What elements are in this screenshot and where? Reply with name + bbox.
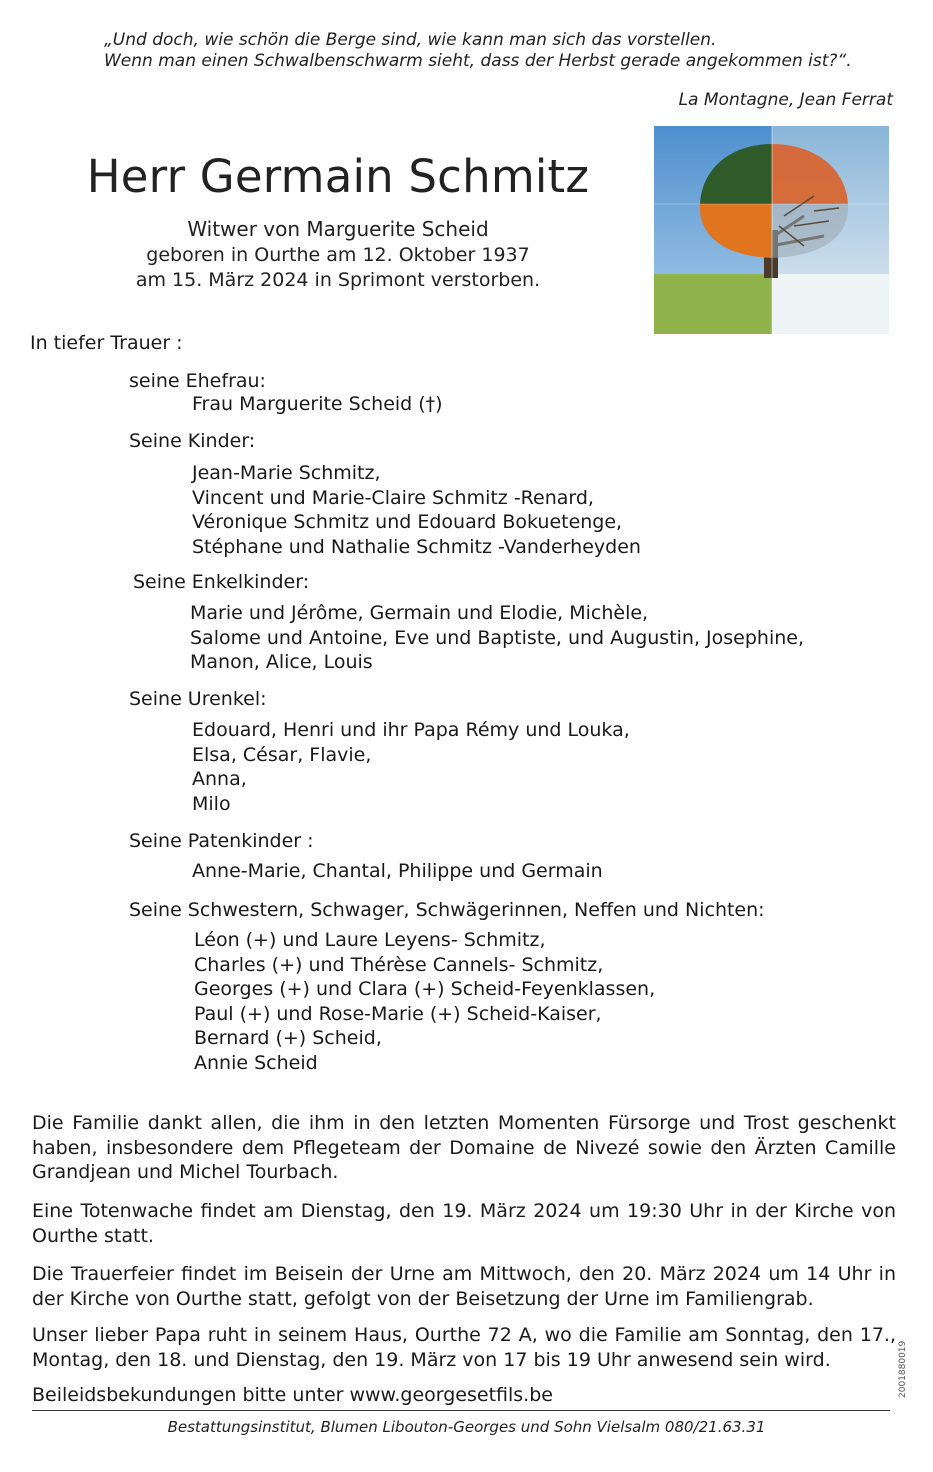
great-grandchildren-list <box>192 718 630 816</box>
spouse-list <box>192 392 443 417</box>
child-name: Vincent und Marie-Claire Schmitz -Renard, <box>192 486 594 509</box>
spouse-name: Frau Marguerite Scheid (†) <box>192 393 443 415</box>
child-name: Stéphane und Nathalie Schmitz -Vanderheyden <box>192 535 641 558</box>
funeral-paragraph: Die Trauerfeier findet im Beisein der Urne am Mittwoch, den 20. März 2024 um 14 Uhr in der Kirche von Ourthe statt, gefolgt von der Beisetzung der Urne im Familiengrab. <box>32 1263 896 1310</box>
mourning-intro: In tiefer Trauer : <box>30 332 183 354</box>
quote-line-1: „Und doch, wie schön die Berge sind, wie kann man sich das vorstellen. <box>104 30 717 50</box>
grandchildren-list <box>190 601 804 675</box>
sibling-name: Annie Scheid <box>194 1051 318 1074</box>
children-list <box>192 461 641 559</box>
deceased-header <box>30 150 646 203</box>
undertaker-line: Bestattungsinstitut, Blumen Libouton-Georges und Sohn Vielsalm 080/21.63.31 <box>167 1418 766 1436</box>
death-line: am 15. März 2024 in Sprimont verstorben. <box>135 269 541 291</box>
siblings-heading: Seine Schwestern, Schwager, Schwägerinnen, Neffen und Nichten: <box>129 899 765 921</box>
footer-divider <box>32 1410 890 1411</box>
grandchild-names: Manon, Alice, Louis <box>190 651 373 673</box>
grandchildren-heading: Seine Enkelkinder: <box>133 571 310 593</box>
vigil-paragraph: Eine Totenwache findet am Dienstag, den 19. März 2024 um 19:30 Uhr in der Kirche von Ourthe statt. <box>32 1200 896 1247</box>
quote-line-2: Wenn man einen Schwalbenschwarm sieht, dass der Herbst gerade angekommen ist?“. <box>104 51 852 71</box>
great-grandchild-names: Anna, <box>192 768 247 790</box>
sibling-name: Bernard (+) Scheid, <box>194 1027 382 1049</box>
great-grandchild-names: Edouard, Henri und ihr Papa Rémy und Louka, <box>192 719 630 741</box>
sibling-name: Charles (+) und Thérèse Cannels- Schmitz, <box>194 953 604 976</box>
reference-code: 2001880019 <box>898 1340 908 1398</box>
great-grandchild-names: Milo <box>192 792 231 815</box>
siblings-list <box>194 928 655 1075</box>
widower-line: Witwer von Marguerite Scheid <box>187 217 489 241</box>
spouse-heading: seine Ehefrau: <box>129 370 266 392</box>
sibling-name: Léon (+) und Laure Leyens- Schmitz, <box>194 929 546 951</box>
quote-source: La Montagne, Jean Ferrat <box>678 90 893 110</box>
condolences-link[interactable]: Beileidsbekundungen bitte unter www.georgesetfils.be <box>32 1384 553 1406</box>
thanks-paragraph: Die Familie dankt allen, die ihm in den letzten Momenten Fürsorge und Trost geschenkt haben, insbesondere dem Pflegeteam der Domaine de Nivezé sowie den Ärzten Camille Grandjean und Michel Tourbach. <box>32 1112 896 1183</box>
godchildren-list <box>192 859 603 884</box>
sibling-name: Georges (+) und Clara (+) Scheid-Feyenklassen, <box>194 978 656 1000</box>
great-grandchild-names: Elsa, César, Flavie, <box>192 743 372 766</box>
great-grandchildren-heading: Seine Urenkel: <box>129 688 267 710</box>
grandchild-names: Salome und Antoine, Eve und Baptiste, und Augustin, Josephine, <box>190 626 805 649</box>
children-heading: Seine Kinder: <box>129 430 256 452</box>
sibling-name: Paul (+) und Rose-Marie (+) Scheid-Kaiser, <box>194 1002 602 1025</box>
deceased-name: Herr Germain Schmitz <box>86 150 590 203</box>
child-name: Jean-Marie Schmitz, <box>192 462 381 484</box>
godchildren-heading: Seine Patenkinder : <box>129 830 314 852</box>
rest-paragraph: Unser lieber Papa ruht in seinem Haus, Ourthe 72 A, wo die Familie am Sonntag, den 17., Montag, den 18. und Dienstag, den 19. März von 17 bis 19 Uhr anwesend sein wird. <box>32 1324 896 1371</box>
grandchild-names: Marie und Jérôme, Germain und Elodie, Michèle, <box>190 602 649 624</box>
child-name: Véronique Schmitz und Edouard Bokuetenge, <box>192 511 623 533</box>
birth-line: geboren in Ourthe am 12. Oktober 1937 <box>146 244 530 266</box>
godchild-names: Anne-Marie, Chantal, Philippe und Germain <box>192 860 603 882</box>
four-seasons-tree-picture <box>654 126 889 334</box>
